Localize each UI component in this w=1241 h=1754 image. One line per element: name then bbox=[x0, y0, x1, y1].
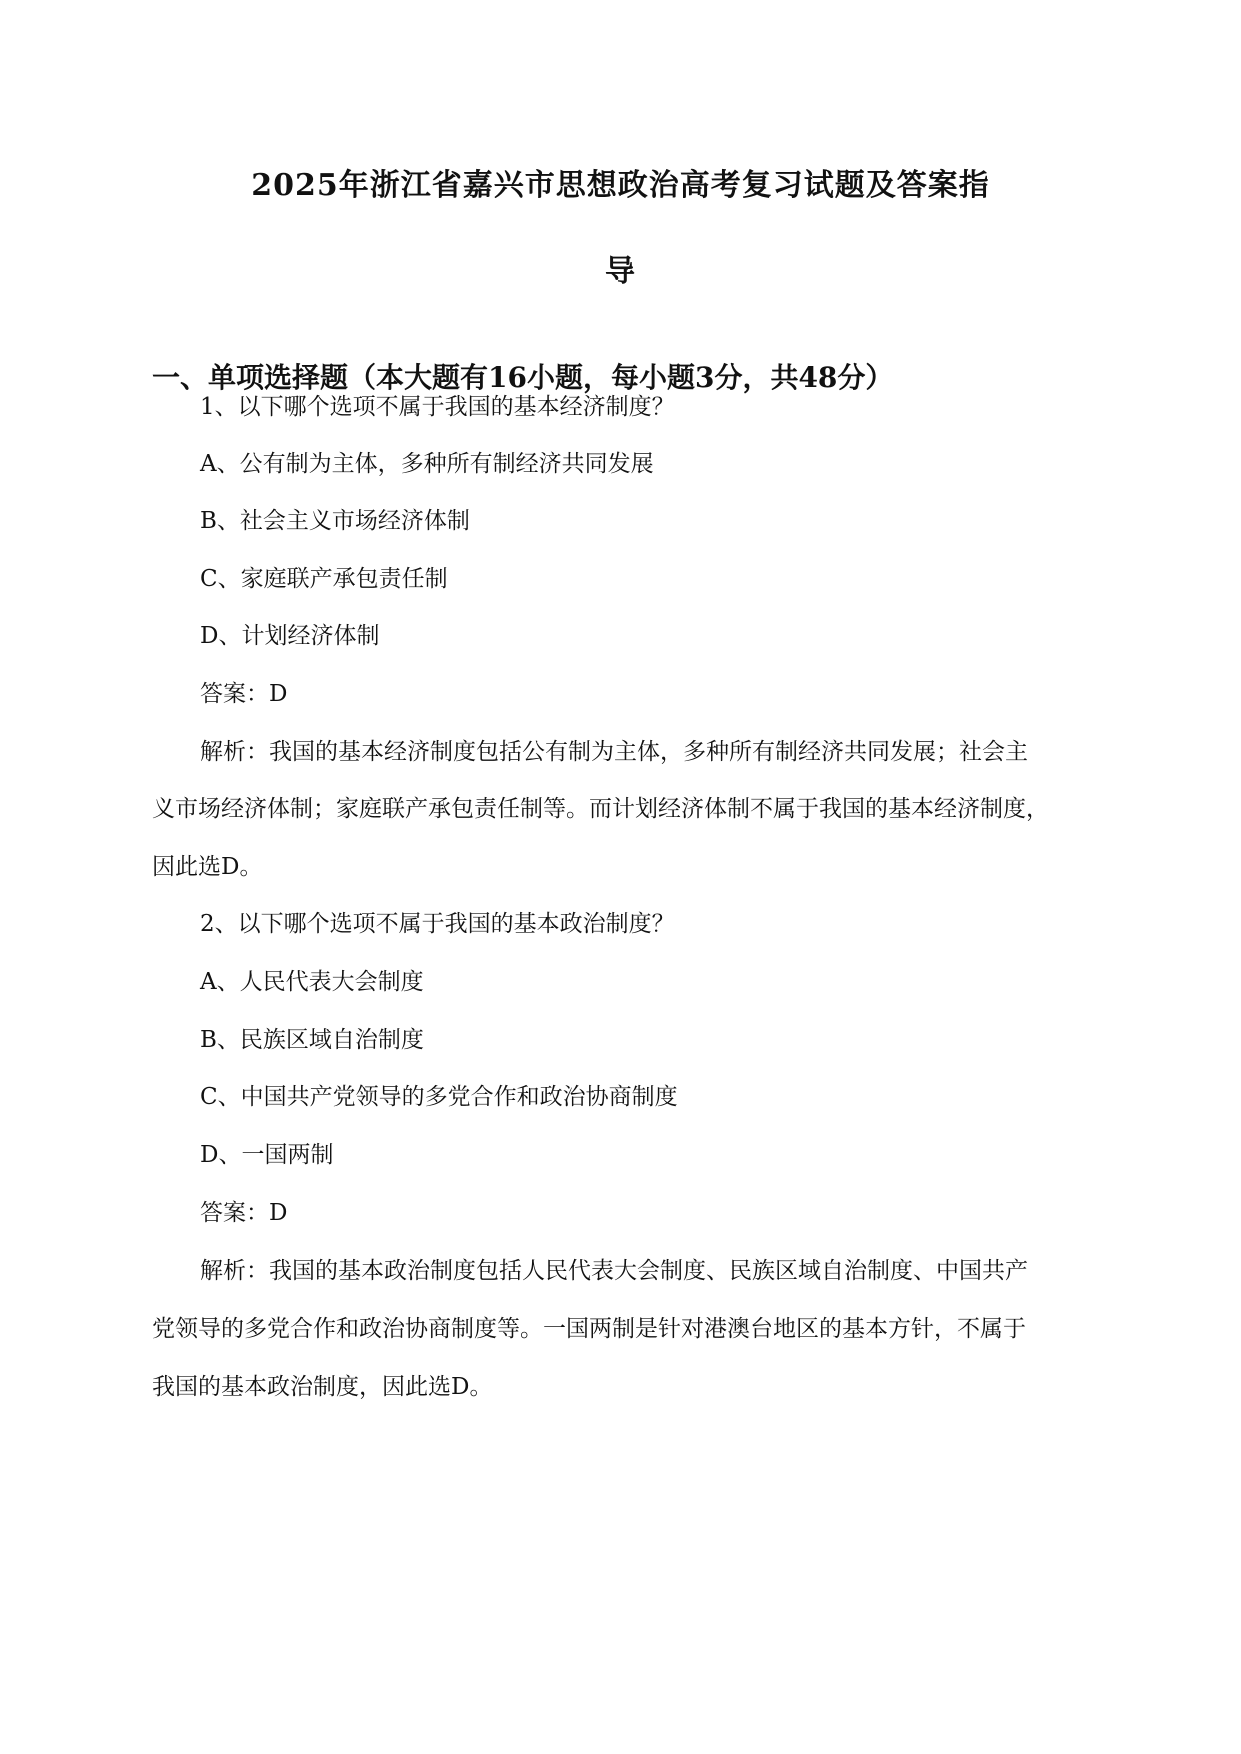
question-1-option-b: B、社会主义市场经济体制 bbox=[200, 508, 470, 534]
question-1-answer: 答案：D bbox=[200, 681, 288, 707]
question-1-explanation-line-1: 解析：我国的基本经济制度包括公有制为主体，多种所有制经济共同发展；社会主 bbox=[200, 739, 1028, 765]
question-1-option-c: C、家庭联产承包责任制 bbox=[200, 566, 448, 592]
question-1-option-a: A、公有制为主体，多种所有制经济共同发展 bbox=[200, 451, 654, 477]
question-1-option-d: D、计划经济体制 bbox=[200, 623, 380, 649]
question-2-option-c: C、中国共产党领导的多党合作和政治协商制度 bbox=[200, 1084, 678, 1110]
question-2-explanation-line-1: 解析：我国的基本政治制度包括人民代表大会制度、民族区域自治制度、中国共产 bbox=[200, 1258, 1028, 1284]
question-1-explanation-line-3: 因此选D。 bbox=[152, 854, 263, 880]
question-2-explanation-line-3: 我国的基本政治制度，因此选D。 bbox=[152, 1374, 493, 1400]
question-2-option-a: A、人民代表大会制度 bbox=[200, 969, 424, 995]
question-1-stem: 1、以下哪个选项不属于我国的基本经济制度？ bbox=[200, 394, 675, 420]
question-2-option-b: B、民族区域自治制度 bbox=[200, 1027, 424, 1053]
document-title-line-1: 2025年浙江省嘉兴市思想政治高考复习试题及答案指 bbox=[251, 168, 990, 203]
question-2-option-d: D、一国两制 bbox=[200, 1142, 334, 1168]
question-2-answer: 答案：D bbox=[200, 1200, 288, 1226]
document-title-line-2: 导 bbox=[605, 254, 636, 289]
question-1-explanation-line-2: 义市场经济体制；家庭联产承包责任制等。而计划经济体制不属于我国的基本经济制度， bbox=[152, 796, 1049, 822]
section-heading: 一、单项选择题（本大题有16小题，每小题3分，共48分） bbox=[152, 361, 894, 394]
question-2-explanation-line-2: 党领导的多党合作和政治协商制度等。一国两制是针对港澳台地区的基本方针，不属于 bbox=[152, 1316, 1026, 1342]
question-2-stem: 2、以下哪个选项不属于我国的基本政治制度？ bbox=[200, 911, 675, 937]
